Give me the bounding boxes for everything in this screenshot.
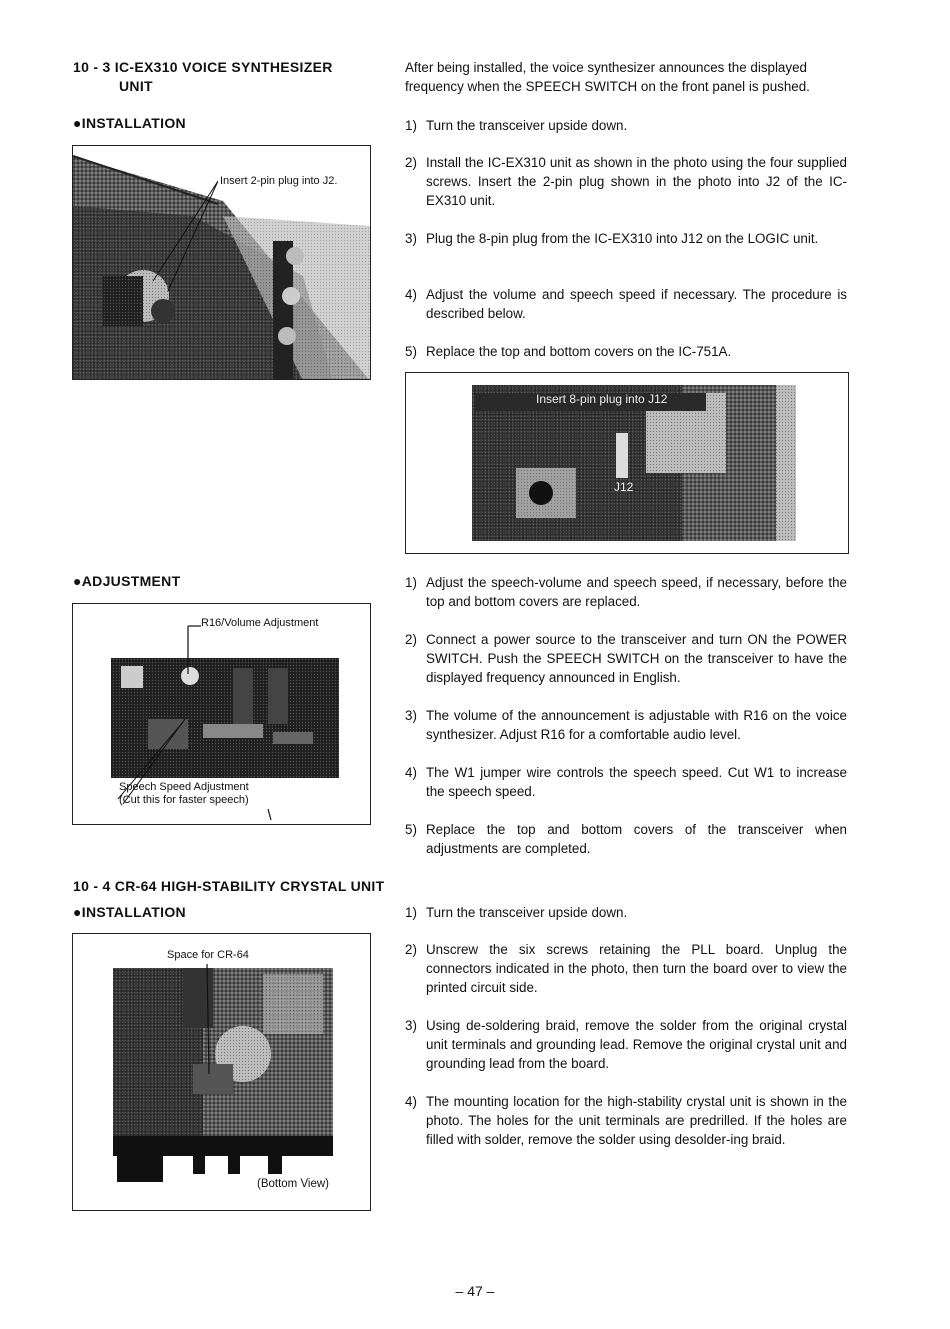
caption-2pin-plug: Insert 2-pin plug into J2. bbox=[220, 175, 338, 187]
cr64-step-1 bbox=[405, 903, 847, 922]
step-number: 2) bbox=[405, 155, 417, 170]
page-number: – 47 – bbox=[455, 1283, 495, 1299]
intro-line1: After being installed, the voice synthesizer announces the displayed bbox=[405, 60, 807, 75]
step-number: 4) bbox=[405, 287, 417, 302]
adjust-step-3 bbox=[405, 706, 847, 744]
photo-pll-board-bottom bbox=[73, 934, 370, 1210]
section-title-line1: 10 - 3 IC-EX310 VOICE SYNTHESIZER bbox=[73, 59, 333, 75]
step-text: Adjust the volume and speech speed if necessary. The procedure is described below. bbox=[426, 287, 847, 322]
cr64-step-4 bbox=[405, 1092, 847, 1150]
step-number: 1) bbox=[405, 575, 417, 590]
figure-cr64 bbox=[72, 933, 371, 1211]
section-10-3-title bbox=[73, 58, 333, 96]
step-text: Install the IC-EX310 unit as shown in the photo using the four supplied screws. Insert the 2-pin plug shown in the photo into J2 of the IC-EX310 unit. bbox=[426, 155, 847, 209]
cr64-step-3 bbox=[405, 1016, 847, 1074]
figure-adjustment bbox=[72, 603, 371, 825]
cr64-installation-heading: ●INSTALLATION bbox=[73, 904, 186, 920]
step-number: 2) bbox=[405, 942, 417, 957]
caption-cut-faster: (Cut this for faster speech) bbox=[119, 794, 249, 806]
step-text: Replace the top and bottom covers of the transceiver when adjustments are completed. bbox=[426, 822, 847, 857]
figure-j12-installation bbox=[405, 372, 849, 554]
adjustment-heading: ●ADJUSTMENT bbox=[73, 573, 181, 589]
step-text: The W1 jumper wire controls the speech speed. Cut W1 to increase the speech speed. bbox=[426, 765, 847, 800]
caption-speech-speed: Speech Speed Adjustment bbox=[119, 781, 249, 793]
step-number: 1) bbox=[405, 905, 417, 920]
step-number: 2) bbox=[405, 632, 417, 647]
adjust-step-5 bbox=[405, 820, 847, 858]
step-text: Turn the transceiver upside down. bbox=[426, 905, 628, 920]
intro-line2: frequency when the SPEECH SWITCH on the front panel is pushed. bbox=[405, 79, 810, 94]
installation-heading: ●INSTALLATION bbox=[73, 115, 186, 131]
install-step-3 bbox=[405, 229, 847, 248]
adjust-step-1 bbox=[405, 573, 847, 611]
install-step-5 bbox=[405, 342, 847, 361]
adjust-step-2 bbox=[405, 630, 847, 688]
figure-ex310-installation bbox=[72, 145, 371, 380]
install-step-1 bbox=[405, 116, 847, 135]
label-j12: J12 bbox=[614, 480, 634, 494]
step-text: Unscrew the six screws retaining the PLL board. Unplug the connectors indicated in the photo, then turn the board over to view the printed circuit side. bbox=[426, 942, 847, 996]
step-text: Using de-soldering braid, remove the solder from the original crystal unit terminals and grounding lead. Remove the original crystal unit and grounding lead from the board. bbox=[426, 1018, 847, 1072]
step-text: The mounting location for the high-stability crystal unit is shown in the photo. The holes for the unit terminals are predrilled. If the holes are filled with solder, remove the solder using desolder-ing braid. bbox=[426, 1094, 847, 1148]
step-number: 3) bbox=[405, 231, 417, 246]
caption-space-cr64: Space for CR-64 bbox=[167, 949, 249, 961]
step-number: 4) bbox=[405, 1094, 417, 1109]
install-step-2 bbox=[405, 153, 847, 211]
section-title-line2: UNIT bbox=[119, 78, 153, 94]
caption-bottom-view: (Bottom View) bbox=[257, 1178, 330, 1190]
cr64-step-2 bbox=[405, 940, 847, 998]
section-10-4-title: 10 - 4 CR-64 HIGH-STABILITY CRYSTAL UNIT bbox=[73, 878, 385, 894]
adjust-step-4 bbox=[405, 763, 847, 801]
step-text: Connect a power source to the transceiver and turn ON the POWER SWITCH. Push the SPEECH SWITCH on the transceiver to have the displayed frequency announced in English. bbox=[426, 632, 847, 686]
step-text: Plug the 8-pin plug from the IC-EX310 into J12 on the LOGIC unit. bbox=[426, 231, 819, 246]
step-number: 3) bbox=[405, 708, 417, 723]
step-number: 5) bbox=[405, 344, 417, 359]
step-number: 4) bbox=[405, 765, 417, 780]
install-step-4 bbox=[405, 285, 847, 323]
section-10-3-intro bbox=[405, 58, 850, 96]
caption-r16-volume: R16/Volume Adjustment bbox=[201, 617, 319, 629]
step-text: The volume of the announcement is adjustable with R16 on the voice synthesizer. Adjust R16 for a comfortable audio level. bbox=[426, 708, 847, 743]
step-text: Adjust the speech-volume and speech speed, if necessary, before the top and bottom covers are replaced. bbox=[426, 575, 847, 610]
caption-8pin-plug: Insert 8-pin plug into J12 bbox=[536, 392, 668, 406]
step-number: 3) bbox=[405, 1018, 417, 1033]
step-number: 5) bbox=[405, 822, 417, 837]
step-text: Turn the transceiver upside down. bbox=[426, 118, 628, 133]
step-number: 1) bbox=[405, 118, 417, 133]
step-text: Replace the top and bottom covers on the IC-751A. bbox=[426, 344, 732, 359]
